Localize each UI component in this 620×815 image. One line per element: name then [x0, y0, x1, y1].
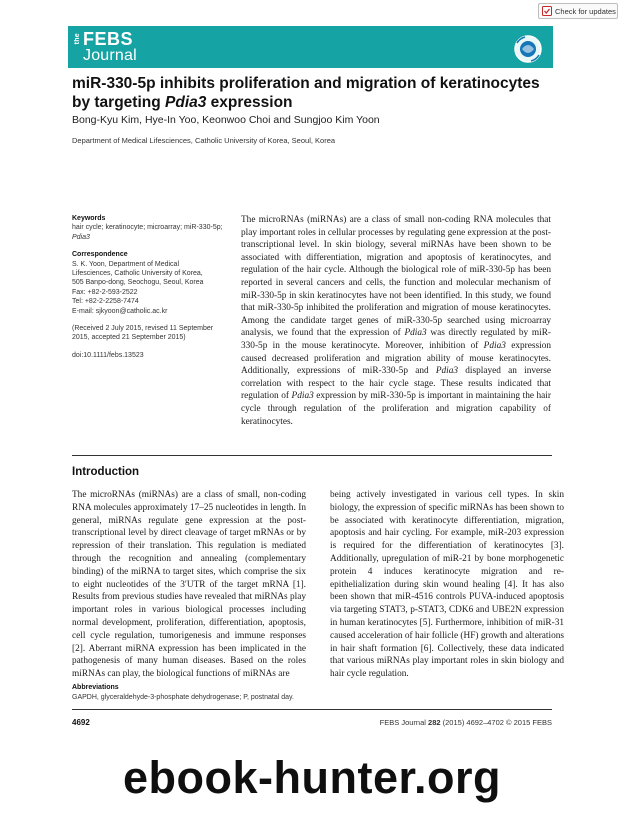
abbreviations-text: GAPDH, glyceraldehyde-3-phosphate dehydrogenase; P, postnatal day. — [72, 694, 294, 701]
article-sidebar — [72, 214, 232, 368]
abstract-segment: displayed an inverse correlation with respect to the hair cycle stage. These results indicated that regulation of — [241, 366, 551, 402]
affiliation: Department of Medical Lifesciences, Catholic University of Korea, Seoul, Korea — [72, 136, 336, 145]
check-updates-label: Check for updates — [555, 6, 616, 16]
logo-journal: Journal — [83, 47, 137, 64]
abstract-segment: expression caused decreased proliferation and migration ability of mouse keratinocytes. Additionally, expressions of miR-330-5p and — [241, 340, 551, 377]
keywords-heading: Keywords — [72, 215, 106, 222]
title-gene-italic: Pdia3 — [165, 94, 207, 111]
abstract-segment: was directly regulated by miR-330-5p in the mouse keratinocyte. Moreover, inhibition of — [241, 328, 551, 351]
introduction-heading: Introduction — [72, 466, 140, 478]
logo-febs: FEBS — [83, 29, 134, 49]
email-line[interactable]: E-mail: sjkyoon@catholic.ac.kr — [72, 307, 168, 315]
correspondence-line: Lifesciences, Catholic University of Korea, — [72, 270, 203, 278]
keywords-text: hair cycle; keratinocyte; microarray; miR-330-5p; Pdia3 — [72, 224, 223, 241]
abstract-segment: expression by miR-330-5p is important in maintaining the hair cycle through regulation of the proliferation and migration capability of keratinocytes. — [241, 391, 551, 427]
logo-the: the — [74, 33, 81, 45]
gene-name-italic: Pdia3 — [435, 366, 459, 377]
correspondence-block — [72, 250, 232, 316]
author-list: Bong-Kyu Kim, Hye-In Yoo, Keonwoo Choi and Sungjoo Kim Yoon — [72, 114, 380, 126]
check-for-updates-button[interactable] — [538, 3, 618, 19]
received-dates: (Received 2 July 2015, revised 11 September 2015, accepted 21 September 2015) — [72, 325, 214, 342]
gene-name-italic: Pdia3 — [404, 328, 427, 339]
intro-column-left: The microRNAs (miRNAs) are a class of small, non-coding RNA molecules approximately 17–25 nucleotides in length. In general, miRNAs regulate gene expression at the post-transcriptional level by direct cleavage of target mRNAs or by repression of their translation. This regulation is mediated through the recognition and annealing (complementary binding) of the miRNA to target sites, which comprise the six to eight nucleotides of the 3′UTR of the target mRNA [1]. Results from previous studies have revealed that miRNAs play important roles in various biological processes including normal development, proliferation, differentiation, apoptosis, cell cycle regulation, tumorigenesis and immune responses [2]. Aberrant miRNA expression has been implicated in the pathogenesis of many human diseases. Based on the roles miRNAs can play, the biological functions of miRNAs are — [72, 490, 306, 680]
journal-citation: FEBS Journal 282 (2015) 4692–4702 © 2015 FEBS — [379, 718, 552, 727]
journal-banner — [68, 26, 553, 68]
gene-name-italic: Pdia3 — [291, 391, 314, 402]
tel-line: Tel: +82-2-2258-7474 — [72, 298, 139, 306]
intro-column-right: being actively investigated in various cell types. In skin biology, the expression of specific miRNAs has been shown to be associated with keratinocyte differentiation, migration, apoptosis and hair cycling. For example, miR-203 expression is required for the differentiation of keratinocytes [3]. Additionally, upregulation of miR-21 by bone morphogenetic protein 4 induces keratinocyte migration and re-epithelialization during skin wound healing [4]. It has also been shown that miR-4516 controls PUVA-induced apoptosis via targeting STAT3, p-STAT3, CDK6 and UBE2N expression in human keratinocytes [5]. Furthermore, inhibition of miR-31 caused acceleration of hair follicle (HF) growth and alterations in hair shaft formation [6]. Collectively, these data indicated that various miRNAs play important roles in skin biology and hair cycle regulation. — [330, 490, 564, 680]
article-title: miR-330-5p inhibits proliferation and migration of keratinocytes by targeting Pdia3 expression — [72, 75, 540, 111]
abstract-text — [241, 214, 551, 428]
doi-link[interactable]: doi:10.1111/febs.13523 — [72, 351, 144, 359]
gene-name-italic: Pdia3 — [483, 340, 506, 351]
abstract-segment: The microRNAs (miRNAs) are a class of small non-coding RNA molecules that play important roles in cellular processes by regulating gene expression at the post-transcriptional level. In skin biology, several miRNAs have been shown to be associated with differentiation, migration and apoptosis of keratinocytes, and regulation of the hair cycle. Although the biological role of miR-330-5p has been reported in several cancers and cells, the function and molecular mechanism of miR-330-5p in skin keratinocytes have not been identified. In this study, we found that miR-330-5p inhibited the proliferation and migration of mouse keratinocytes. Among the candidate target genes of miR-330-5p searched using microarray analysis, we found that the expression of — [241, 215, 551, 339]
fax-line: Fax: +82-2-593-2522 — [72, 288, 138, 296]
febs-emblem-icon — [513, 34, 543, 64]
page-number: 4692 — [72, 718, 90, 727]
correspondence-line: S. K. Yoon, Department of Medical — [72, 260, 180, 268]
keywords-block — [72, 214, 232, 242]
abbreviations-heading: Abbreviations — [72, 684, 119, 691]
correspondence-line: 505 Banpo-dong, Seochogu, Seoul, Korea — [72, 279, 204, 287]
check-updates-icon — [542, 6, 552, 16]
watermark-text: ebook-hunter.org — [123, 752, 501, 803]
abbreviations-block — [72, 683, 552, 703]
footer-divider — [72, 709, 552, 710]
correspondence-heading: Correspondence — [72, 251, 128, 259]
section-divider — [72, 455, 552, 456]
